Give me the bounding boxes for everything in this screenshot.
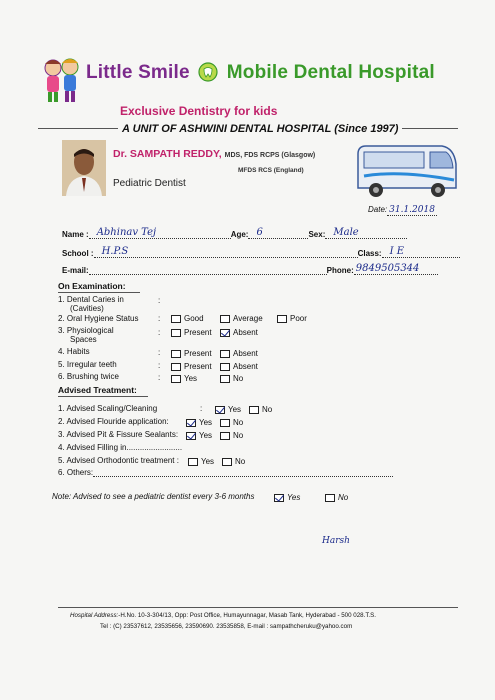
email-field[interactable] bbox=[89, 266, 327, 275]
treatment-heading: Advised Treatment: bbox=[58, 385, 137, 395]
spaces-present-checkbox[interactable] bbox=[171, 329, 181, 337]
hygiene-poor-checkbox[interactable] bbox=[277, 315, 287, 323]
colon: : bbox=[158, 314, 161, 323]
footer-contact: Tel : (C) 23537612, 23535656, 23590690. 23535858, E-mail : sampathcheruku@yahoo.com bbox=[100, 623, 353, 630]
note-no-option[interactable]: No bbox=[325, 493, 348, 502]
orthodontic-no-checkbox[interactable] bbox=[222, 458, 232, 466]
email-row bbox=[62, 263, 438, 275]
class-label: Class: bbox=[357, 249, 382, 258]
doctor-quals-2: MFDS RCS (England) bbox=[238, 167, 304, 174]
scaling-yes-checkbox[interactable] bbox=[215, 406, 225, 414]
school-label: School : bbox=[62, 249, 94, 258]
habits-absent-checkbox[interactable] bbox=[220, 350, 230, 358]
exam-item-habits: 4. Habits bbox=[58, 347, 90, 356]
exam-item-spaces: 3. Physiological bbox=[58, 326, 114, 335]
class-field[interactable]: I E bbox=[382, 249, 460, 258]
sealants-no-checkbox[interactable] bbox=[220, 432, 230, 440]
scaling-no-option[interactable]: No bbox=[249, 405, 272, 414]
habits-present-option[interactable]: Present bbox=[171, 349, 212, 358]
phone-field[interactable]: 9849505344 bbox=[354, 266, 438, 275]
brushing-no-checkbox[interactable] bbox=[220, 375, 230, 383]
school-field[interactable]: H.P.S bbox=[94, 249, 358, 258]
name-label: Name : bbox=[62, 230, 89, 239]
note-yes-checkbox[interactable] bbox=[274, 494, 284, 502]
colon: : bbox=[158, 348, 161, 357]
date-field bbox=[368, 205, 437, 215]
clinic-subtitle: Exclusive Dentistry for kids bbox=[120, 104, 278, 118]
sealants-yes-checkbox[interactable] bbox=[186, 432, 196, 440]
habits-absent-option[interactable]: Absent bbox=[220, 349, 258, 358]
treatment-item-others: 6. Others: bbox=[58, 468, 393, 477]
phone-label: Phone: bbox=[326, 266, 354, 275]
age-field[interactable]: 6 bbox=[248, 230, 308, 239]
hygiene-average-checkbox[interactable] bbox=[220, 315, 230, 323]
kids-logo-icon bbox=[40, 56, 84, 104]
sex-label: Sex: bbox=[308, 230, 326, 239]
signature: Harsh bbox=[322, 536, 350, 546]
sex-field[interactable]: Male bbox=[325, 230, 407, 239]
footer-divider bbox=[58, 607, 458, 608]
sealants-yes-option[interactable]: Yes bbox=[186, 431, 212, 440]
colon: : bbox=[200, 404, 203, 413]
exam-item-irregular: 5. Irregular teeth bbox=[58, 360, 117, 369]
exam-item-spaces-sub: Spaces bbox=[70, 335, 97, 344]
exam-item-brushing: 6. Brushing twice bbox=[58, 372, 119, 381]
hygiene-poor-option[interactable]: Poor bbox=[277, 314, 307, 323]
school-row bbox=[62, 246, 460, 258]
doctor-quals: MDS, FDS RCPS (Glasgow) bbox=[224, 152, 316, 159]
mobile-van-icon bbox=[350, 140, 460, 202]
irregular-absent-option[interactable]: Absent bbox=[220, 362, 258, 371]
email-label: E-mail: bbox=[62, 266, 89, 275]
exam-item-caries-sub: (Cavities) bbox=[70, 304, 104, 313]
spaces-absent-option[interactable]: Absent bbox=[220, 328, 258, 337]
spaces-present-option[interactable]: Present bbox=[171, 328, 212, 337]
unit-line: A UNIT OF ASHWINI DENTAL HOSPITAL (Since 1997) bbox=[118, 123, 402, 135]
footer-address: Hospital Address:-H.No. 10-3-304/13, Opp: Post Office, Humayunnagar, Masab Tank, Hyderabad - 500 028.T.S. bbox=[70, 612, 376, 619]
irregular-present-checkbox[interactable] bbox=[171, 363, 181, 371]
clinic-title-part2: Mobile Dental Hospital bbox=[226, 62, 435, 83]
date-label: Date: bbox=[368, 205, 388, 214]
examination-heading-underline bbox=[58, 292, 140, 293]
colon: : bbox=[158, 361, 161, 370]
flouride-no-checkbox[interactable] bbox=[220, 419, 230, 427]
orthodontic-yes-checkbox[interactable] bbox=[188, 458, 198, 466]
treatment-item-sealants: 3. Advised Pit & Fissure Sealants: bbox=[58, 430, 179, 439]
scaling-yes-option[interactable]: Yes bbox=[215, 405, 241, 414]
brushing-no-option[interactable]: No bbox=[220, 374, 243, 383]
exam-item-caries: 1. Dental Caries in bbox=[58, 295, 124, 304]
clinic-title: Little Smile Mobile Dental Hospital bbox=[86, 62, 435, 83]
examination-heading: On Examination: bbox=[58, 281, 126, 291]
age-label: Age: bbox=[230, 230, 249, 239]
colon: : bbox=[158, 296, 161, 305]
colon: : bbox=[158, 373, 161, 382]
name-field[interactable]: Abhinav Tej bbox=[89, 230, 231, 239]
orthodontic-yes-option[interactable]: Yes bbox=[188, 457, 214, 466]
treatment-heading-underline bbox=[58, 396, 148, 397]
hygiene-average-option[interactable]: Average bbox=[220, 314, 263, 323]
flouride-no-option[interactable]: No bbox=[220, 418, 243, 427]
flouride-yes-checkbox[interactable] bbox=[186, 419, 196, 427]
habits-present-checkbox[interactable] bbox=[171, 350, 181, 358]
colon: : bbox=[158, 328, 161, 337]
exam-item-hygiene: 2. Oral Hygiene Status bbox=[58, 314, 139, 323]
treatment-item-flouride: 2. Advised Flouride application: bbox=[58, 417, 169, 426]
doctor-name: Dr. SAMPATH REDDY, MDS, FDS RCPS (Glasgow) bbox=[113, 148, 316, 160]
brushing-yes-option[interactable]: Yes bbox=[171, 374, 197, 383]
treatment-item-orthodontic: 5. Advised Orthodontic treatment : bbox=[58, 456, 179, 465]
doctor-photo bbox=[62, 140, 106, 196]
orthodontic-no-option[interactable]: No bbox=[222, 457, 245, 466]
note-yes-option[interactable]: Yes bbox=[274, 493, 300, 502]
doctor-role: Pediatric Dentist bbox=[113, 178, 186, 189]
flouride-yes-option[interactable]: Yes bbox=[186, 418, 212, 427]
brushing-yes-checkbox[interactable] bbox=[171, 375, 181, 383]
treatment-item-filling: 4. Advised Filling in......................... bbox=[58, 443, 183, 452]
hygiene-good-checkbox[interactable] bbox=[171, 315, 181, 323]
tooth-logo-icon bbox=[198, 62, 218, 82]
name-row bbox=[62, 227, 407, 239]
irregular-absent-checkbox[interactable] bbox=[220, 363, 230, 371]
scaling-no-checkbox[interactable] bbox=[249, 406, 259, 414]
note-no-checkbox[interactable] bbox=[325, 494, 335, 502]
irregular-present-option[interactable]: Present bbox=[171, 362, 212, 371]
spaces-absent-checkbox[interactable] bbox=[220, 329, 230, 337]
treatment-item-scaling: 1. Advised Scaling/Cleaning bbox=[58, 404, 158, 413]
sealants-no-option[interactable]: No bbox=[220, 431, 243, 440]
followup-note: Note: Advised to see a pediatric dentist every 3-6 months bbox=[52, 492, 255, 501]
hygiene-good-option[interactable]: Good bbox=[171, 314, 204, 323]
others-field[interactable] bbox=[93, 469, 393, 477]
date-value[interactable]: 31.1.2018 bbox=[389, 205, 435, 215]
